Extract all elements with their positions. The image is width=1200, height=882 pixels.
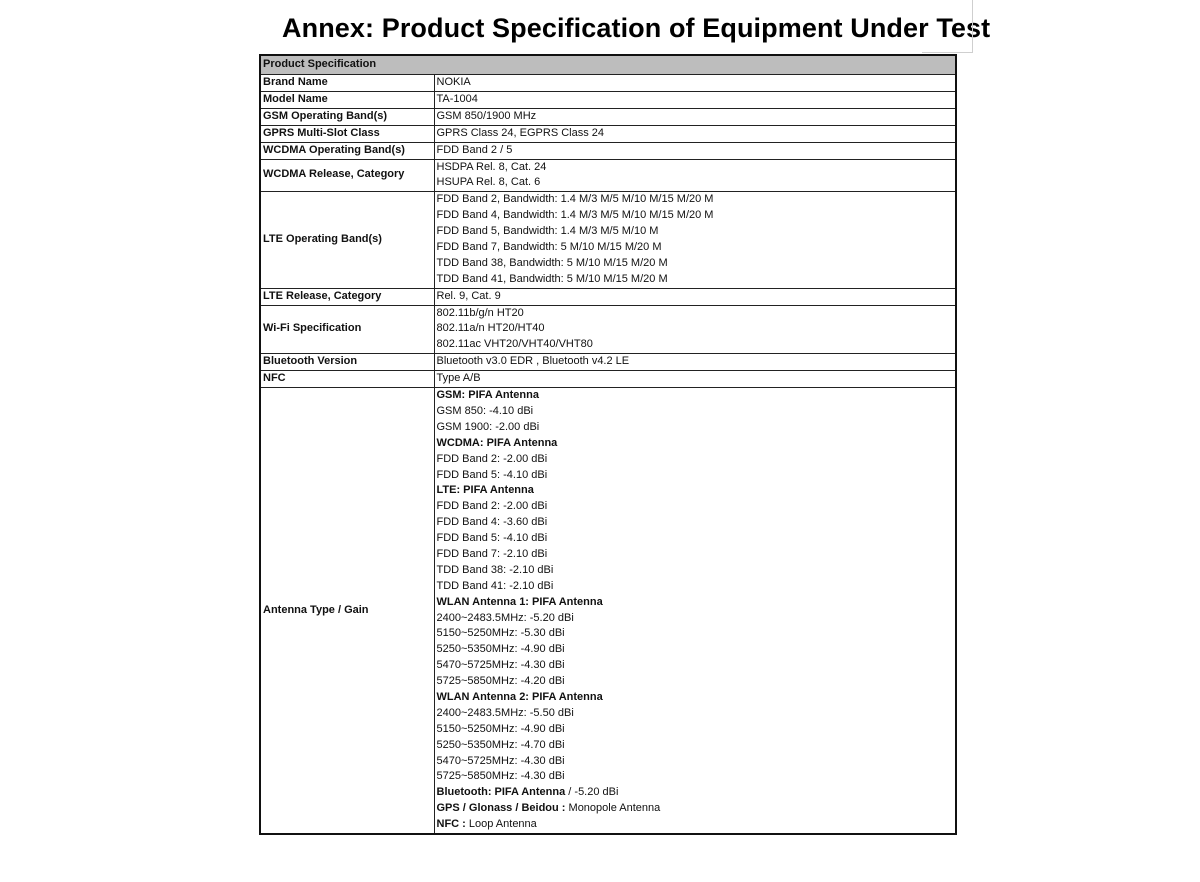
spec-value-line xyxy=(437,483,954,499)
spec-value-line: FDD Band 2 / 5 xyxy=(436,143,513,156)
spec-value-line: Bluetooth v3.0 EDR , Bluetooth v4.2 LE xyxy=(436,355,630,368)
spec-value-line xyxy=(437,658,954,674)
spec-value xyxy=(434,159,956,192)
spec-value-line: 802.11ac VHT20/VHT40/VHT80 xyxy=(436,338,593,351)
spec-value-line xyxy=(437,531,954,547)
spec-label: Antenna Type / Gain xyxy=(260,388,434,834)
antenna-detail: TDD Band 41: -2.10 dBi xyxy=(436,579,554,592)
antenna-detail: FDD Band 7: -2.10 dBi xyxy=(436,547,548,560)
antenna-heading: WCDMA: PIFA Antenna xyxy=(436,436,558,449)
spec-value-line xyxy=(437,785,954,801)
spec-value-line xyxy=(437,769,954,785)
antenna-detail: FDD Band 4: -3.60 dBi xyxy=(436,516,548,529)
product-spec-table xyxy=(259,54,957,835)
spec-value-line xyxy=(437,579,954,595)
spec-value xyxy=(434,354,956,371)
spec-label: Model Name xyxy=(260,91,434,108)
spec-value-line: 802.11a/n HT20/HT40 xyxy=(436,322,545,335)
spec-label: Brand Name xyxy=(260,75,434,92)
spec-value-line: TA-1004 xyxy=(436,92,478,105)
spec-value xyxy=(434,371,956,388)
antenna-detail: 5250~5350MHz: -4.90 dBi xyxy=(436,643,565,656)
table-row xyxy=(260,371,956,388)
spec-value-line: Rel. 9, Cat. 9 xyxy=(436,289,501,302)
table-row xyxy=(260,91,956,108)
spec-value-line xyxy=(437,547,954,563)
spec-value-line xyxy=(437,515,954,531)
table-row xyxy=(260,75,956,92)
spec-value xyxy=(434,305,956,354)
spec-value xyxy=(434,388,956,834)
title-frame-line xyxy=(922,0,973,53)
antenna-detail: TDD Band 38: -2.10 dBi xyxy=(436,563,554,576)
antenna-detail: 5470~5725MHz: -4.30 dBi xyxy=(436,754,565,767)
table-row xyxy=(260,288,956,305)
spec-value-line: TDD Band 38, Bandwidth: 5 M/10 M/15 M/20 M xyxy=(436,256,668,269)
table-row-antenna xyxy=(260,388,956,834)
spec-value-line xyxy=(437,674,954,690)
spec-value-line xyxy=(437,690,954,706)
spec-value-line: FDD Band 2, Bandwidth: 1.4 M/3 M/5 M/10 M/15 M/20 M xyxy=(436,193,714,206)
spec-value-line: FDD Band 7, Bandwidth: 5 M/10 M/15 M/20 M xyxy=(436,240,662,253)
antenna-detail: FDD Band 2: -2.00 dBi xyxy=(436,452,548,465)
spec-value-line xyxy=(437,611,954,627)
spec-value-line: FDD Band 5, Bandwidth: 1.4 M/3 M/5 M/10 M xyxy=(436,225,659,238)
spec-value-line xyxy=(437,738,954,754)
antenna-detail: GSM 850: -4.10 dBi xyxy=(436,404,534,417)
spec-table-body xyxy=(260,55,956,834)
antenna-detail: 5250~5350MHz: -4.70 dBi xyxy=(436,738,565,751)
antenna-detail: FDD Band 5: -4.10 dBi xyxy=(436,468,548,481)
spec-value-line: 802.11b/g/n HT20 xyxy=(436,306,524,319)
table-header: Product Specification xyxy=(260,55,956,75)
spec-value xyxy=(434,108,956,125)
spec-value xyxy=(434,192,956,288)
table-row xyxy=(260,108,956,125)
table-row xyxy=(260,159,956,192)
antenna-detail: 5725~5850MHz: -4.30 dBi xyxy=(436,770,565,783)
spec-value-line xyxy=(437,404,954,420)
antenna-detail: FDD Band 2: -2.00 dBi xyxy=(436,500,548,513)
spec-value-line: GSM 850/1900 MHz xyxy=(436,109,537,122)
spec-value-line: FDD Band 4, Bandwidth: 1.4 M/3 M/5 M/10 M/15 M/20 M xyxy=(436,209,714,222)
spec-value-line xyxy=(437,706,954,722)
antenna-heading: WLAN Antenna 1: PIFA Antenna xyxy=(436,595,603,608)
spec-value-line xyxy=(437,754,954,770)
spec-label: Wi-Fi Specification xyxy=(260,305,434,354)
table-row xyxy=(260,125,956,142)
spec-value xyxy=(434,125,956,142)
antenna-detail: Loop Antenna xyxy=(465,818,537,831)
antenna-heading: Bluetooth: PIFA Antenna xyxy=(436,786,566,799)
spec-value-line: TDD Band 41, Bandwidth: 5 M/10 M/15 M/20 M xyxy=(436,272,668,285)
spec-value-line: NOKIA xyxy=(436,76,471,88)
antenna-heading: GSM: PIFA Antenna xyxy=(436,389,539,402)
spec-label: GSM Operating Band(s) xyxy=(260,108,434,125)
spec-value-line xyxy=(437,452,954,468)
antenna-detail: 2400~2483.5MHz: -5.20 dBi xyxy=(436,611,574,624)
spec-value xyxy=(434,142,956,159)
page-title: Annex: Product Specification of Equipment Under Test xyxy=(282,13,991,43)
antenna-heading: WLAN Antenna 2: PIFA Antenna xyxy=(436,690,603,703)
table-row xyxy=(260,305,956,354)
spec-value-line xyxy=(437,722,954,738)
spec-value-line xyxy=(437,499,954,515)
spec-label: Bluetooth Version xyxy=(260,354,434,371)
antenna-detail: FDD Band 5: -4.10 dBi xyxy=(436,532,548,545)
spec-label: WCDMA Operating Band(s) xyxy=(260,142,434,159)
spec-label: LTE Operating Band(s) xyxy=(260,192,434,288)
antenna-heading: GPS / Glonass / Beidou : xyxy=(436,802,566,815)
spec-value-line xyxy=(437,388,954,404)
spec-value-line xyxy=(437,420,954,436)
spec-label: LTE Release, Category xyxy=(260,288,434,305)
spec-value-line xyxy=(437,642,954,658)
spec-value xyxy=(434,91,956,108)
spec-label: WCDMA Release, Category xyxy=(260,159,434,192)
table-row xyxy=(260,142,956,159)
spec-value-line xyxy=(437,817,954,833)
spec-value-line xyxy=(437,436,954,452)
antenna-detail: 5150~5250MHz: -4.90 dBi xyxy=(436,722,565,735)
table-header-row xyxy=(260,55,956,75)
spec-label: GPRS Multi-Slot Class xyxy=(260,125,434,142)
spec-value xyxy=(434,75,956,92)
antenna-detail: GSM 1900: -2.00 dBi xyxy=(436,420,540,433)
antenna-heading: NFC : xyxy=(436,818,466,831)
antenna-detail: 5725~5850MHz: -4.20 dBi xyxy=(436,675,565,688)
spec-value-line xyxy=(437,595,954,611)
spec-value-line: HSUPA Rel. 8, Cat. 6 xyxy=(436,176,541,189)
antenna-detail: 5150~5250MHz: -5.30 dBi xyxy=(436,627,565,640)
table-row xyxy=(260,192,956,288)
spec-value xyxy=(434,288,956,305)
spec-value-line: Type A/B xyxy=(436,372,481,385)
spec-value-line: HSDPA Rel. 8, Cat. 24 xyxy=(436,160,547,173)
antenna-detail: 2400~2483.5MHz: -5.50 dBi xyxy=(436,706,574,719)
spec-value-line xyxy=(437,626,954,642)
table-row xyxy=(260,354,956,371)
antenna-detail: 5470~5725MHz: -4.30 dBi xyxy=(436,659,565,672)
spec-value-line xyxy=(437,468,954,484)
antenna-detail: Monopole Antenna xyxy=(565,802,661,815)
spec-value-line xyxy=(437,801,954,817)
spec-label: NFC xyxy=(260,371,434,388)
antenna-heading: LTE: PIFA Antenna xyxy=(436,484,534,497)
spec-value-line: GPRS Class 24, EGPRS Class 24 xyxy=(436,126,605,139)
spec-value-line xyxy=(437,563,954,579)
antenna-detail: / -5.20 dBi xyxy=(565,786,619,799)
